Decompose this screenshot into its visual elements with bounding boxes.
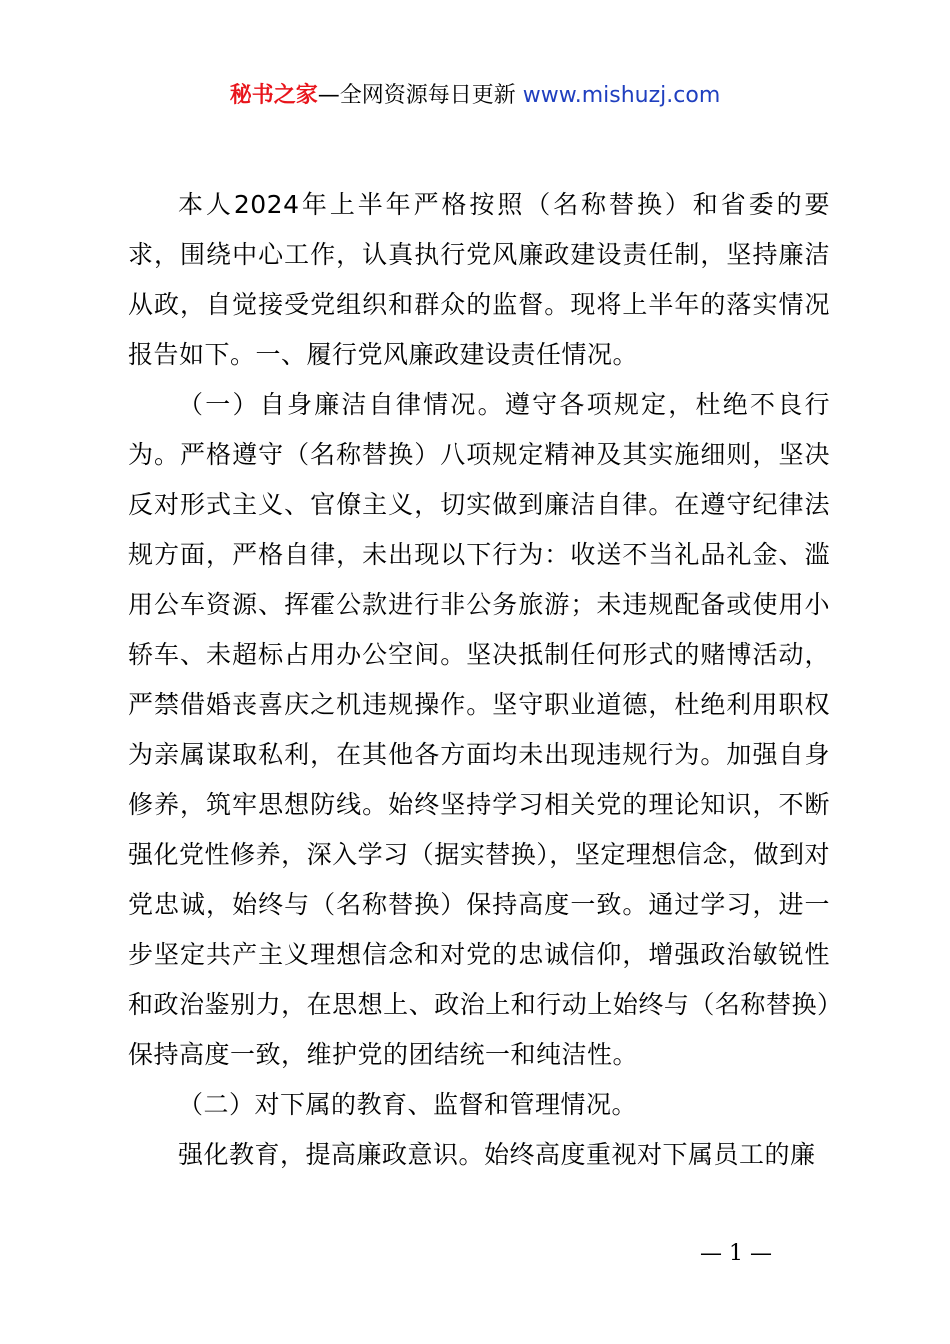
paragraph-intro: 本人2024年上半年严格按照（名称替换）和省委的要求，围绕中心工作，认真执行党风廉政建设责任制，坚持廉洁从政，自觉接受党组织和群众的监督。现将上半年的落实情况报告如下。一、履行党风廉政建设责任情况。 [128, 190, 830, 369]
document-body [128, 180, 830, 1180]
paragraph-self-discipline: （一）自身廉洁自律情况。遵守各项规定，杜绝不良行为。严格遵守（名称替换）八项规定精神及其实施细则，坚决反对形式主义、官僚主义，切实做到廉洁自律。在遵守纪律法规方面，严格自律，未出现以下行为：收送不当礼品礼金、滥用公车资源、挥霍公款进行非公务旅游；未违规配备或使用小轿车、未超标占用办公空间。坚决抵制任何形式的赌博活动，严禁借婚丧喜庆之机违规操作。坚守职业道德，杜绝利用职权为亲属谋取私利，在其他各方面均未出现违规行为。加强自身修养，筑牢思想防线。始终坚持学习相关党的理论知识，不断强化党性修养，深入学习（据实替换），坚定理想信念，做到对党忠诚，始终与（名称替换）保持高度一致。通过学习，进一步坚定共产主义理想信念和对党的忠诚信仰，增强政治敏锐性和政治鉴别力，在思想上、政治上和行动上始终与（名称替换）保持高度一致，维护党的团结统一和纯洁性。 [128, 390, 830, 1069]
paragraph-education: 强化教育，提高廉政意识。始终高度重视对下属员工的廉 [178, 1140, 816, 1169]
site-brand: 秘书之家 [229, 83, 318, 108]
site-tagline: —全网资源每日更新 [317, 83, 523, 108]
page-number: — 1 — [700, 1241, 772, 1266]
site-url-link[interactable]: www.mishuzj.com [522, 83, 721, 108]
paragraph-subordinates-heading: （二）对下属的教育、监督和管理情况。 [178, 1090, 638, 1119]
site-header [0, 80, 950, 112]
